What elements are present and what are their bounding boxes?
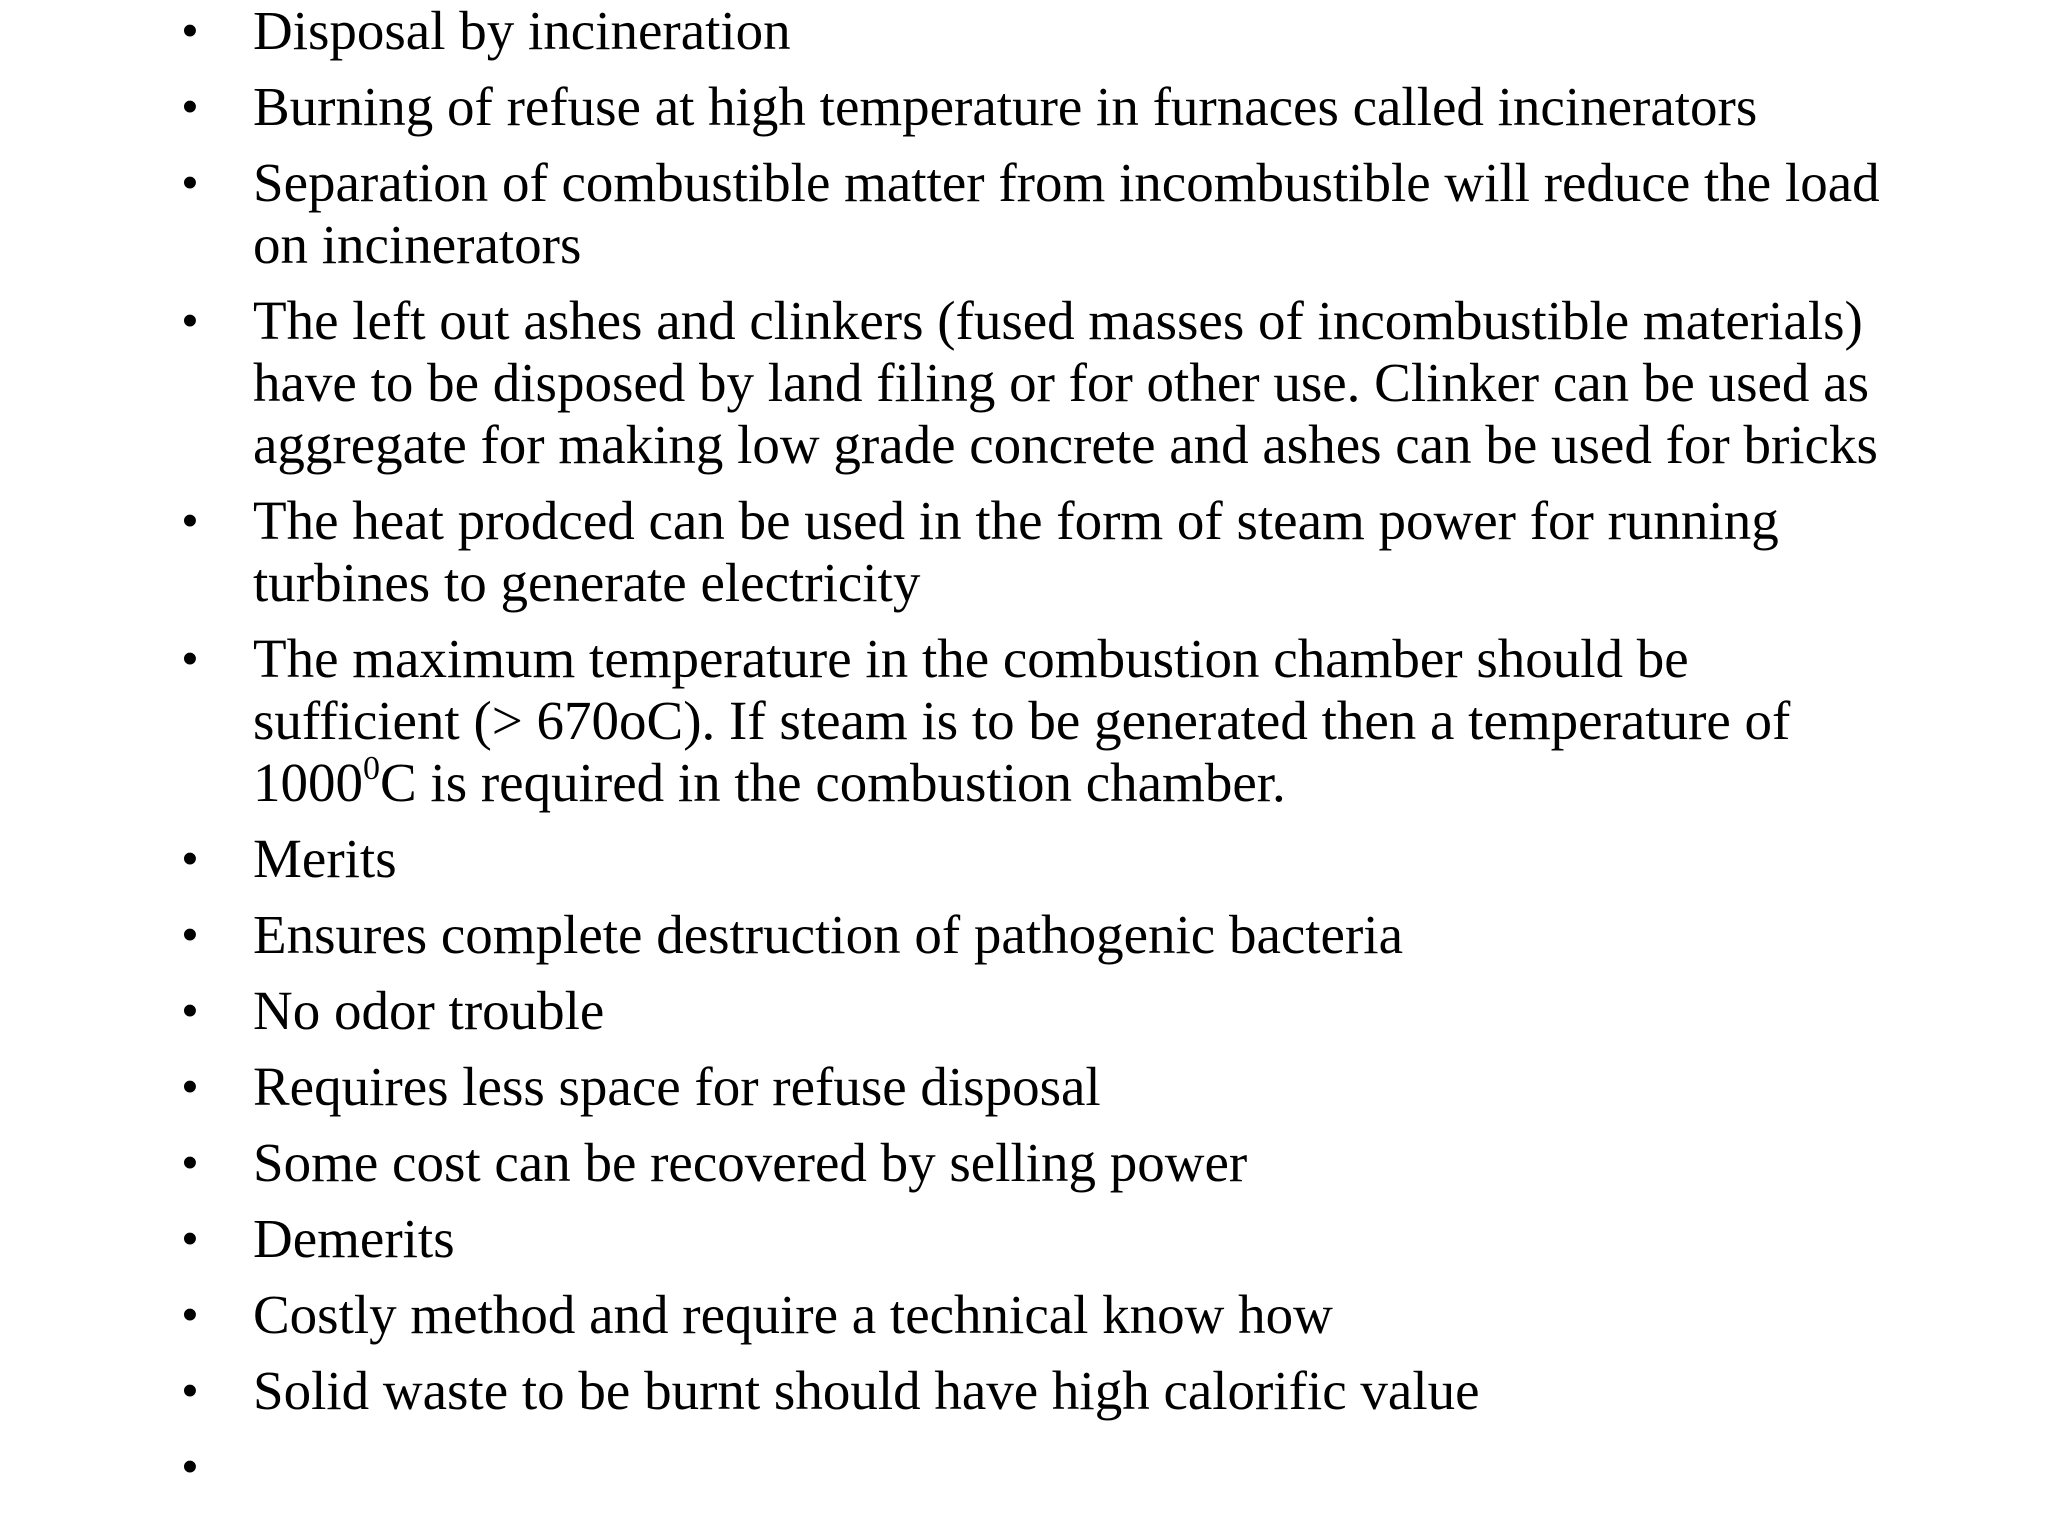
bullet-marker: • <box>182 296 198 345</box>
list-item <box>0 1208 1893 1270</box>
bullet-text: Separation of combustible matter from incombustible will reduce the load on incinerators <box>253 152 1880 275</box>
degree-superscript: 0 <box>363 750 380 787</box>
list-item <box>0 980 1893 1042</box>
bullet-text-tail: C is required in the combustion chamber. <box>380 752 1286 813</box>
bullet-marker: • <box>182 1214 198 1263</box>
bullet-text <box>253 628 1893 814</box>
bullet-marker: • <box>182 1062 198 1111</box>
list-item <box>0 290 1893 476</box>
bullet-text-main: The maximum temperature in the combustion chamber should be sufficient (> 670oC). If steam is to be generated then a temperature of 1000 <box>253 628 1791 813</box>
bullet-text: Some cost can be recovered by selling power <box>253 1132 1248 1193</box>
bullet-marker: • <box>182 834 198 883</box>
list-item <box>0 1284 1893 1346</box>
list-item <box>0 628 1893 814</box>
bullet-text: The heat prodced can be used in the form of steam power for running turbines to generate electricity <box>253 490 1779 613</box>
list-item <box>0 76 1893 138</box>
bullet-text: Requires less space for refuse disposal <box>253 1056 1101 1117</box>
bullet-text: Solid waste to be burnt should have high calorific value <box>253 1360 1480 1421</box>
bullet-text: Ensures complete destruction of pathogenic bacteria <box>253 904 1403 965</box>
bullet-marker: • <box>182 986 198 1035</box>
bullet-text: Disposal by incineration <box>253 0 791 61</box>
bullet-marker: • <box>182 6 198 55</box>
bullet-text: Burning of refuse at high temperature in furnaces called incinerators <box>253 76 1758 137</box>
bullet-marker: • <box>182 1290 198 1339</box>
bullet-text: Costly method and require a technical know how <box>253 1284 1333 1345</box>
bullet-text: No odor trouble <box>253 980 605 1041</box>
bullet-marker: • <box>182 158 198 207</box>
bullet-marker: • <box>182 1442 198 1491</box>
list-item <box>0 828 1893 890</box>
bullet-marker: • <box>182 82 198 131</box>
list-item <box>0 904 1893 966</box>
bullet-marker: • <box>182 496 198 545</box>
bullet-marker: • <box>182 910 198 959</box>
bullet-marker: • <box>182 1138 198 1187</box>
list-item <box>0 0 1893 62</box>
list-item <box>0 1360 1893 1422</box>
bullet-marker: • <box>182 1366 198 1415</box>
bullet-marker: • <box>182 634 198 683</box>
list-item <box>0 1056 1893 1118</box>
section-heading-merits: Merits <box>253 828 397 889</box>
section-heading-demerits: Demerits <box>253 1208 455 1269</box>
list-item <box>0 152 1893 276</box>
list-item <box>0 490 1893 614</box>
bullet-text: The left out ashes and clinkers (fused masses of incombustible materials) have to be disposed by land filing or for other use. Clinker can be used as aggregate for making low grade concrete and ashes can be used for bricks <box>253 290 1878 475</box>
list-item <box>0 1132 1893 1194</box>
